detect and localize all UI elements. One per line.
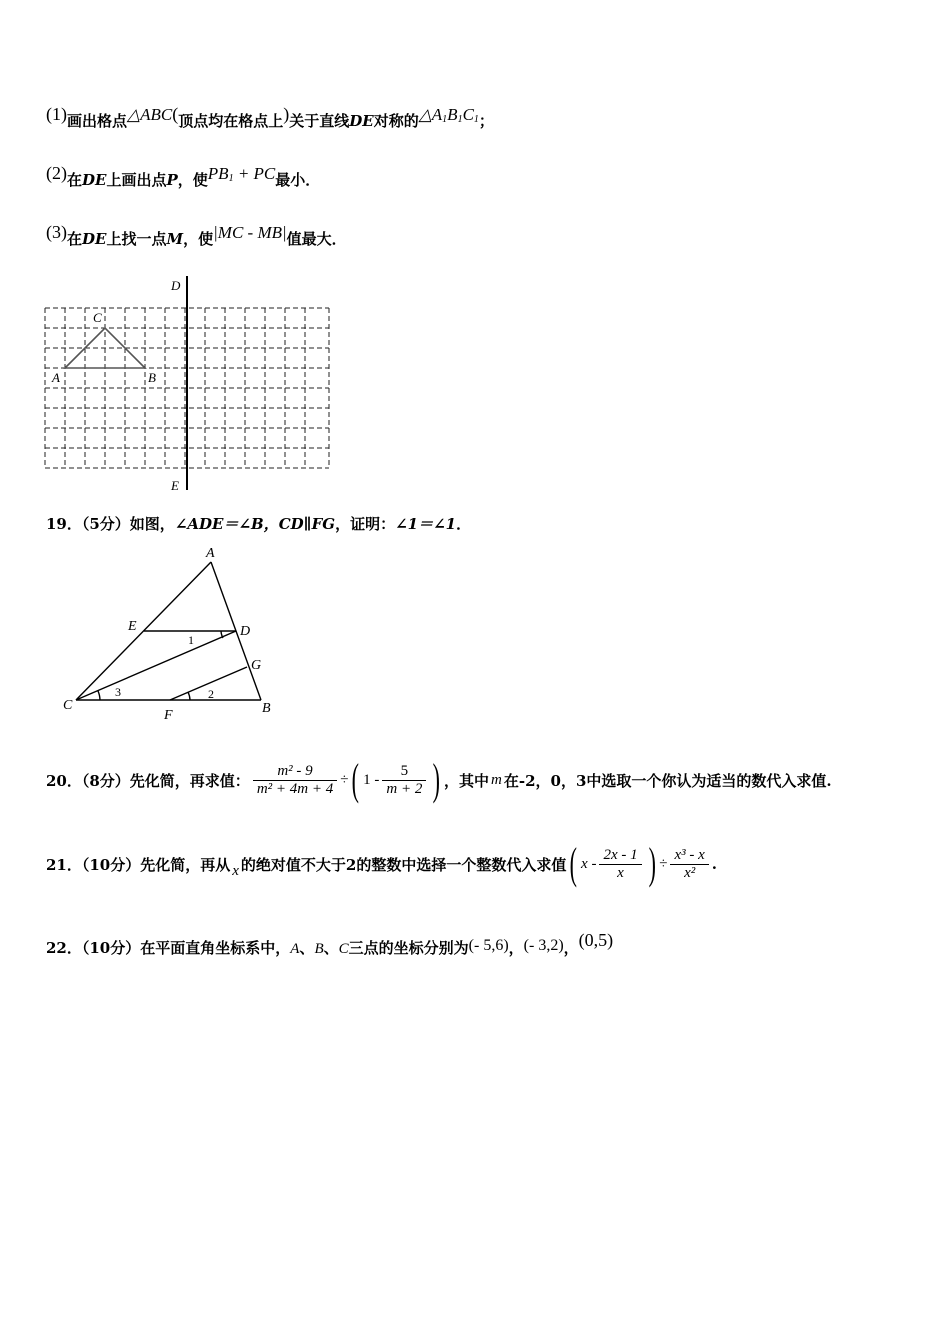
triangle-a1b1c1 [419, 105, 479, 124]
label-a: A [206, 546, 215, 561]
subscript: 1 [228, 173, 234, 184]
text: 值最大． [286, 230, 347, 248]
label-angle-1: 1 [188, 633, 194, 647]
expr-abs-mc-mb: |MC - MB| [213, 223, 287, 242]
text: ，使 [177, 171, 208, 189]
divide-sign: ÷ [340, 771, 349, 788]
text: 在 [67, 171, 83, 189]
numerator: x³ - x [670, 847, 708, 865]
text: 在 [67, 230, 83, 248]
label-e: E [128, 619, 137, 634]
q22-text [46, 930, 613, 958]
denominator: x² [684, 864, 696, 881]
text: ，证明： [335, 515, 396, 533]
text: 三点的坐标分别为 [348, 939, 469, 957]
paren-right: ) [432, 755, 441, 804]
paren-left: ( [570, 839, 578, 888]
label-angle-3: 3 [115, 685, 121, 699]
text: ； [478, 112, 494, 130]
label-d: D [171, 278, 181, 293]
label-c: C [63, 698, 73, 713]
text: 关于直线 [289, 112, 350, 130]
fraction-2 [670, 847, 708, 882]
label-g: G [251, 658, 262, 673]
fraction-1 [253, 763, 337, 798]
text: 、 [299, 939, 315, 957]
denominator: m + 2 [386, 780, 423, 797]
text: ， [508, 939, 524, 957]
paren-left: ( [352, 755, 360, 804]
subscript: 1 [442, 114, 448, 125]
divide-sign: ÷ [659, 855, 668, 872]
text: ． [456, 515, 472, 533]
expr-pb1-pc [208, 164, 275, 183]
point-m: M [166, 230, 184, 248]
text: 在-2，0，3中选取一个你认为适当的数代入求值. [503, 771, 832, 790]
q18-part2 [46, 163, 320, 190]
text: 20．（8分）先化简，再求值： [46, 771, 250, 790]
label-angle-2: 2 [208, 687, 214, 701]
text: 顶点均在格点上 [178, 112, 284, 130]
condition: ∠ADE＝∠B，CD∥FG [174, 515, 336, 533]
text: 、 [323, 939, 339, 957]
fraction-2 [382, 763, 426, 798]
triangle-abc: △ABC [127, 105, 173, 124]
variable-m: m [491, 771, 502, 788]
paren: ( [172, 104, 179, 124]
text: x - [581, 855, 597, 872]
label-b: B [262, 701, 271, 716]
q18-part3 [46, 222, 347, 249]
line-de: DE [349, 112, 374, 130]
text: 最小． [275, 171, 321, 189]
line-de: DE [82, 171, 107, 189]
text: ，其中 [443, 771, 489, 790]
label-f: F [164, 708, 173, 723]
point-a: A [290, 941, 300, 957]
text: 19．（5分）如图， [46, 515, 175, 533]
denominator: m² + 4m + 4 [256, 780, 334, 797]
paren-right: ) [648, 839, 656, 888]
subscript: 1 [457, 114, 463, 125]
text: ， [563, 939, 579, 957]
point-c: C [338, 941, 349, 957]
label-d: D [240, 624, 251, 639]
triangle-figure [58, 542, 288, 726]
label-a: A [52, 370, 60, 385]
paren: ) [283, 104, 290, 124]
text: C [462, 105, 474, 124]
text: 上画出点 [106, 171, 167, 189]
label-b: B [148, 370, 156, 385]
text: 画出格点 [67, 112, 128, 130]
q20-text [46, 755, 832, 804]
angle-arc-3 [98, 691, 100, 700]
text: 对称的 [373, 112, 419, 130]
angle-arc-2 [188, 692, 190, 700]
q18-part1 [46, 104, 494, 131]
label-c: C [93, 310, 102, 325]
fraction-1 [599, 847, 641, 882]
point-p: P [166, 171, 178, 189]
part-number: (3) [46, 222, 67, 242]
numerator: 5 [382, 763, 426, 781]
coord-b: (- 3,2) [523, 937, 564, 954]
text: 上找一点 [106, 230, 167, 248]
coord-a: (- 5,6) [468, 937, 509, 954]
line-de: DE [82, 230, 107, 248]
text: 的绝对值不大于2的整数中选择一个整数代入求值 [240, 855, 567, 874]
part-number: (1) [46, 104, 67, 124]
text: + PC [233, 164, 276, 183]
variable-x: x [232, 862, 239, 879]
numerator: 2x - 1 [599, 847, 641, 865]
text: 1 - [363, 771, 380, 788]
numerator: m² - 9 [253, 763, 337, 781]
goal: ∠1＝∠1 [395, 515, 457, 533]
text: PB [207, 164, 229, 183]
text: . [711, 855, 718, 873]
subscript: 1 [473, 114, 479, 125]
point-b: B [314, 941, 324, 957]
q21-text [46, 839, 718, 888]
grid-figure [40, 272, 340, 497]
text: ，使 [183, 230, 214, 248]
label-e: E [171, 478, 179, 493]
q19-text [46, 513, 471, 534]
coord-c: (0,5) [578, 930, 614, 950]
part-number: (2) [46, 163, 67, 183]
text: B [447, 105, 458, 124]
text: △A [418, 105, 443, 124]
denominator: x [617, 864, 624, 881]
text: 22．（10分）在平面直角坐标系中， [46, 939, 291, 957]
text: 21．（10分）先化简，再从 [46, 855, 231, 874]
